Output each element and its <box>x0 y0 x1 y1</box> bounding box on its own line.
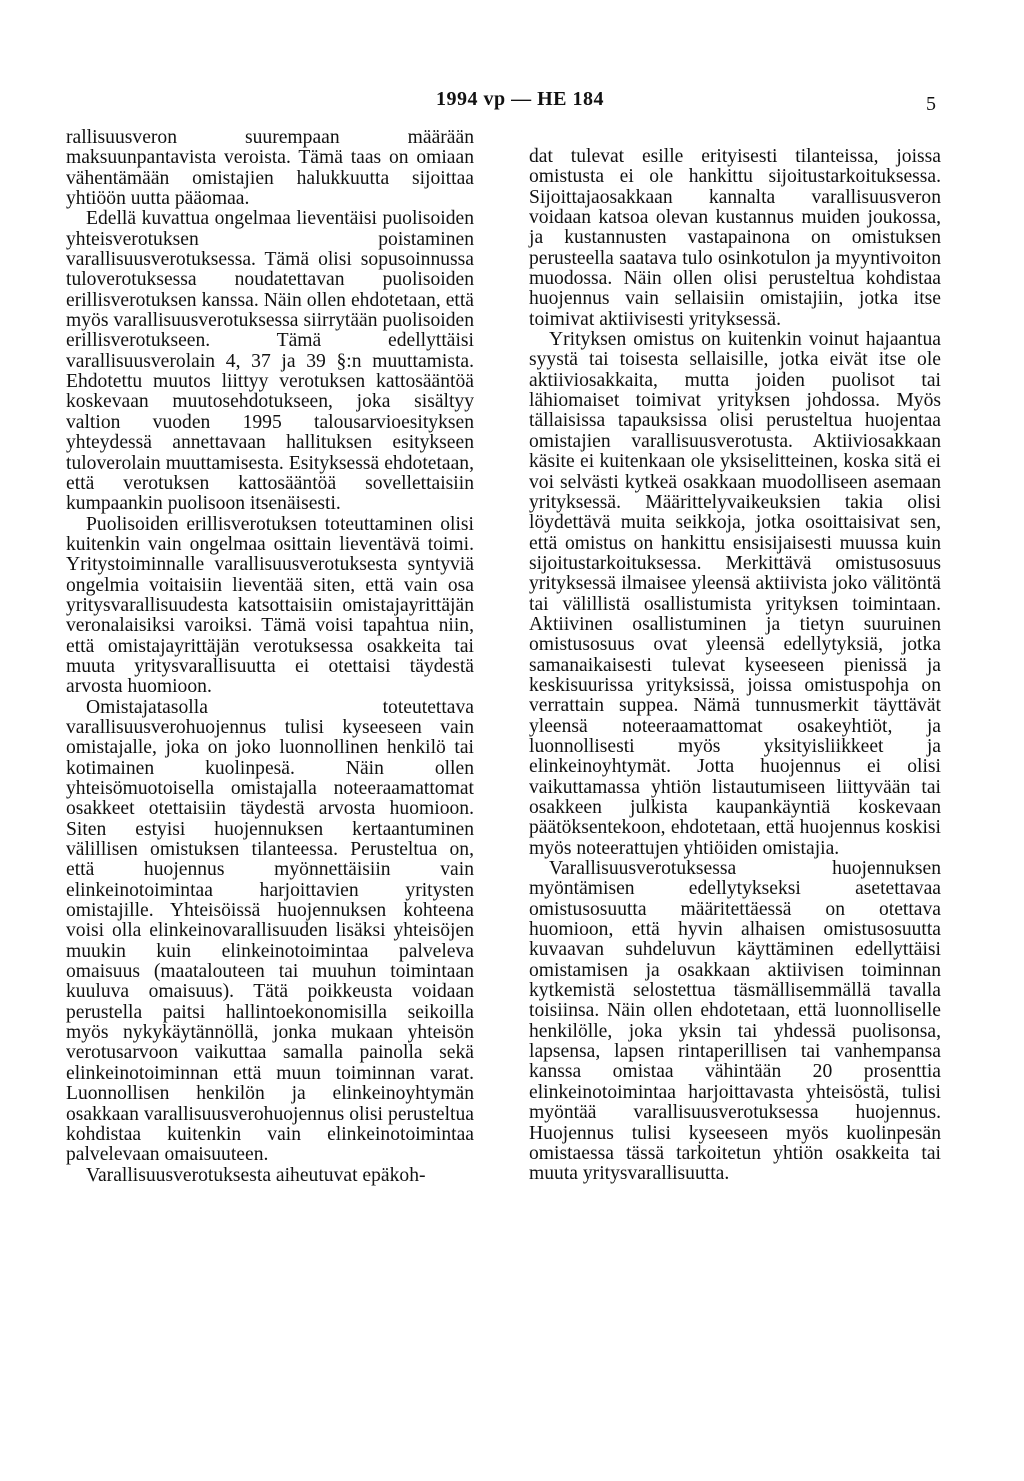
page-header <box>0 88 1024 118</box>
paragraph: Edellä kuvattua ongelmaa lieventäisi puolisoiden yhteisverotuksen poistaminen varallisuusverotuksessa. Tämä olisi sopusoinnussa tuloverotuksessa noudatettavan puolisoiden erillisverotuksen kanssa. Näin ollen ehdotetaan, että myös varallisuusverotuksessa siirrytään puolisoiden erillisverotukseen. Tämä edellyttäisi varallisuusverolain 4, 37 ja 39 §:n muuttamista. Ehdotettu muutos liittyy verotuksen kattosääntöä koskevaan muutosehdotukseen, joka sisältyy valtion vuoden 1995 talousarvioesityksen yhteydessä annettavaan hallituksen esitykseen tuloverolain muuttamisesta. Esityksessä ehdotetaan, että verotuksen kattosääntöä sovellettaisiin kumpaankin puolisoon itsenäisesti. <box>66 208 474 515</box>
paragraph: dat tulevat esille erityisesti tilanteissa, joissa omistusta ei ole hankittu sijoitustarkoituksessa. Sijoittajaosakkaan kannalta varallisuusveron voidaan katsoa olevan kustannus muiden joukossa, ja kustannusten vastapainona on omistuksen perusteella saatava tulo osinkotulon ja myyntivoiton muodossa. Näin ollen olisi perusteltua kohdistaa huojennus vain sellaisiin omistajiin, jotka itse toimivat aktiivisesti yrityksessä. <box>529 146 941 330</box>
running-header: 1994 vp — HE 184 <box>435 88 605 110</box>
left-column <box>66 128 474 1186</box>
paragraph: Omistajatasolla toteutettava varallisuusverohuojennus tulisi kyseeseen vain omistajalle, joka on joko luonnollinen henkilö tai kotimainen kuolinpesä. Näin ollen yhteisömuotoisella omistajalla noteeraamattomat osakkeet otettaisiin täydestä arvosta huomioon. Siten estyisi huojennuksen kertaantuminen välillisen omistuksen tilanteessa. Perusteltua on, että huojennus myönnettäisiin vain elinkeinotoimintaa harjoittavien yritysten omistajille. Yhteisöissä huojennuksen kohteena voisi olla elinkeinovarallisuuden lisäksi yhteisöjen muukin kuin elinkeinotoimintaa palveleva omaisuus (maatalouteen tai muuhun toimintaan kuuluva omaisuus). Tätä poikkeusta voidaan perustella paitsi hallintoekonomisilla seikoilla myös nykykäytännöllä, jonka mukaan yhteisön verotusarvoon vaikuttaa samalla painolla sekä elinkeinotoiminnan että muun toiminnan varat. Luonnollisen henkilön ja elinkeinoyhtymän osakkaan varallisuusverohuojennus olisi perusteltua kohdistaa kuitenkin vain elinkeinotoimintaa palvelevaan omaisuuteen. <box>66 696 474 1166</box>
paragraph: Puolisoiden erillisverotuksen toteuttaminen olisi kuitenkin vain ongelmaa osittain lieventävä toimi. Yritystoiminnalle varallisuusverotuksesta syntyviä ongelmia voitaisiin lieventää siten, että vain osa yritysvarallisuudesta katsottaisiin omistajayrittäjän veronalaisiksi varoiksi. Tämä voisi tapahtua niin, että omistajayrittäjän verotuksessa osakkeita tai muuta yritysvarallisuutta ei otettaisi täydestä arvosta huomioon. <box>66 513 474 698</box>
page-number: 5 <box>926 93 936 115</box>
paragraph: Varallisuusverotuksessa huojennuksen myöntämisen edellytykseksi asetettavaa omistusosuutta määritettäessä on otettava huomioon, että hyvin alhaisen omistusosuutta kuvaavan suhdeluvun käyttäminen edellyttäisi omistamisen ja osakkaan aktiivisen toiminnan kytkemistä selostettua täsmällisemmällä tavalla toisiinsa. Näin ollen ehdotetaan, että luonnolliselle henkilölle, joka yksin tai yhdessä puolisonsa, lapsensa, lapsen rintaperillisen tai vanhempansa kanssa omistaa vähintään 20 prosenttia elinkeinotoimintaa harjoittavasta yhteisöstä, tulisi myöntää varallisuusverotuksessa huojennus. Huojennus tulisi kyseeseen myös kuolinpesän omistaessa tässä tarkoitetun yhtiön osakkeita tai muuta yritysvarallisuutta. <box>529 858 941 1185</box>
right-column <box>529 147 941 1185</box>
paragraph: Varallisuusverotuksesta aiheutuvat epäkoh- <box>86 1164 426 1186</box>
paragraph: Yrityksen omistus on kuitenkin voinut hajaantua syystä tai toisesta sellaisille, jotka eivät itse ole aktiiviosakkaita, mutta joiden puolisot tai lähiomaiset toimivat yrityksen johdossa. Myös tällaisissa tapauksissa olisi perusteltua huojentaa omistajien varallisuusverotusta. Aktiiviosakkaan käsite ei kuitenkaan ole yksiselitteinen, koska sitä ei voi selvästi kytkeä osakkaan muodolliseen asemaan yrityksessä. Määrittelyvaikeuksien takia olisi löydettävä muita seikkoja, jotka osoittaisivat sen, että omistus on hankittu ensisijaisesti muussa kuin sijoitustarkoituksessa. Merkittävä omistusosuus yrityksessä ilmaisee yleensä aktiivista joko välitöntä tai välillistä osallistumista yrityksen toimintaan. Aktiivinen osallistuminen ja tietyn suuruinen omistusosuus ovat yleensä edellytyksiä, jotka samanaikaisesti tulevat kyseeseen pienissä ja keskisuurissa yrityksissä, joissa omistuspohja on verrattain suppea. Nämä tunnusmerkit täyttävät yleensä noteeraamattomat osakeyhtiöt, ja luonnollisesti myös yksityisliikkeet ja elinkeinoyhtymät. Jotta huojennus ei olisi vaikuttamassa yhtiön listautumiseen liittyvään tai osakkeen julkista kaupankäyntiä koskevaan päätöksentekoon, ehdotetaan, että huojennus koskisi myös noteerattujen yhtiöiden omistajia. <box>529 329 941 859</box>
paragraph: rallisuusveron suurempaan määrään maksuunpantavista veroista. Tämä taas on omiaan vähentämään omistajien halukkuutta sijoittaa yhtiöön uutta pääomaa. <box>66 127 474 210</box>
